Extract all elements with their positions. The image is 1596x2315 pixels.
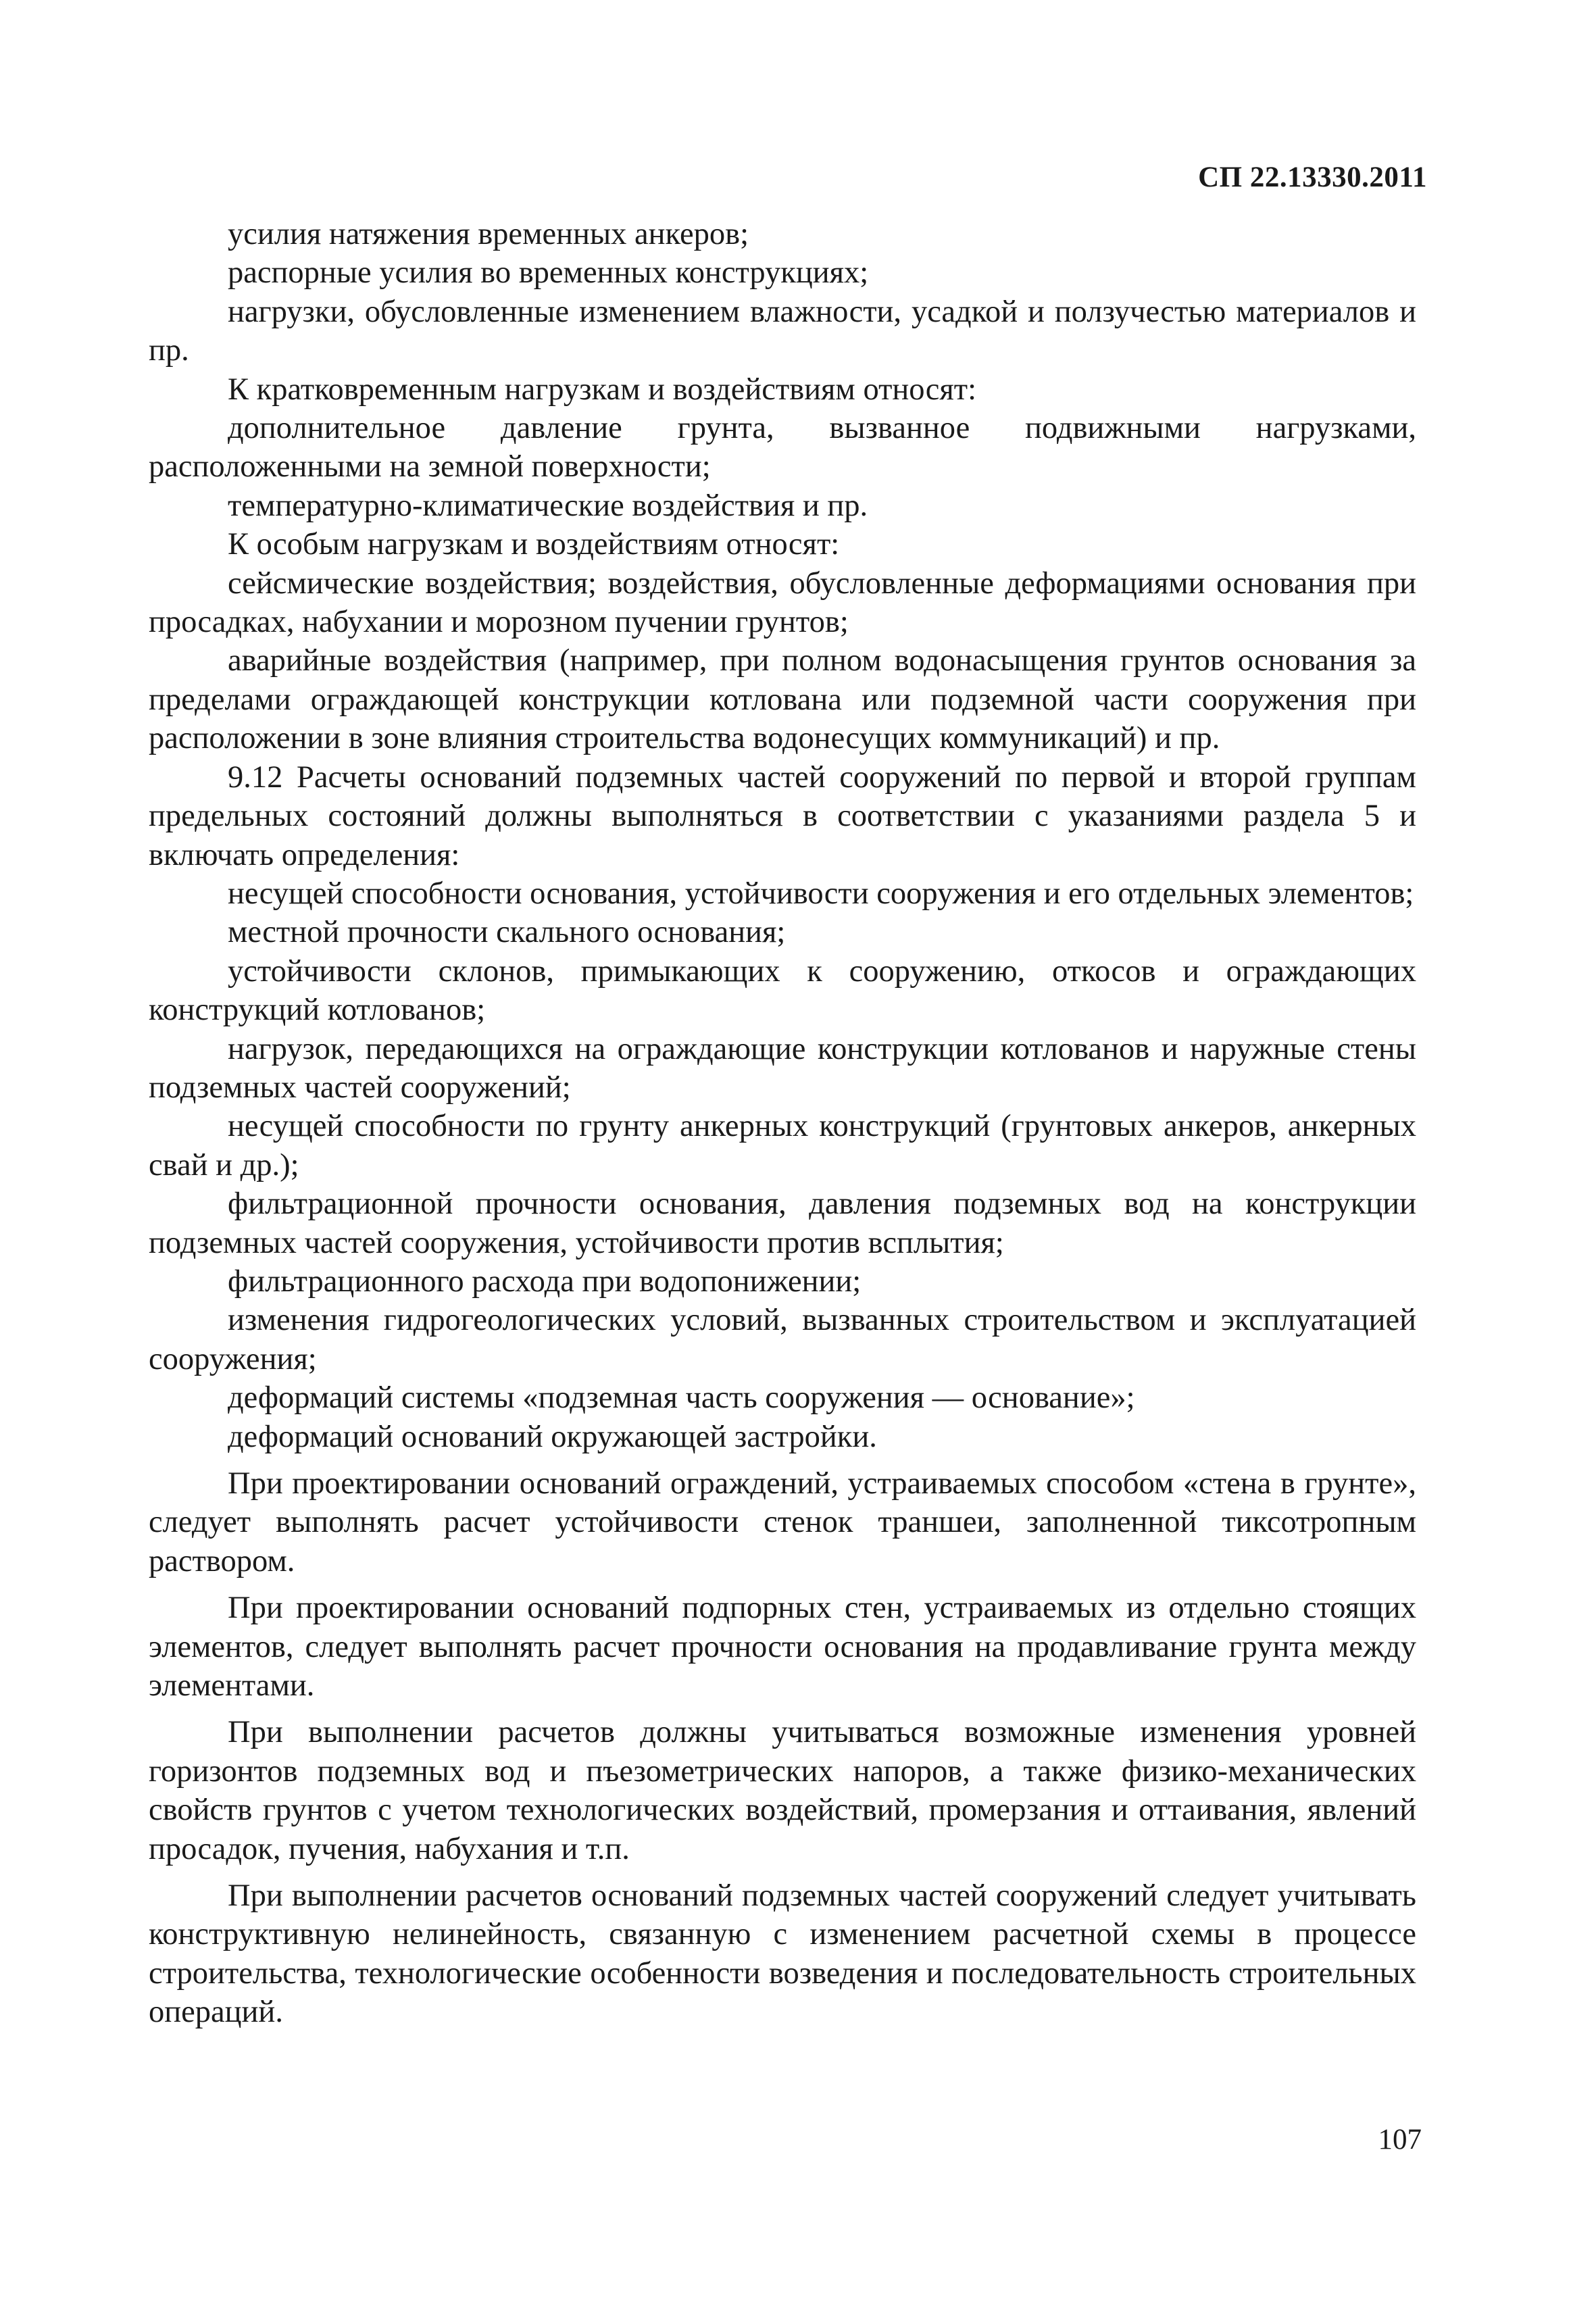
paragraph-17: фильтрационного расхода при водопонижении; (228, 1264, 862, 1299)
paragraph-16: фильтрационной прочности основания, давления подземных вод на конструкции подземных частей сооружения, устойчивости против всплытия; (149, 1187, 1416, 1260)
paragraph-6: температурно-климатические воздействия и пр. (228, 488, 868, 523)
page-number: 107 (1378, 2124, 1422, 2156)
paragraph-7: К особым нагрузкам и воздействиям относят: (228, 527, 840, 562)
paragraph-10: 9.12 Расчеты оснований подземных частей сооружений по первой и второй группам предельных состояний должны выполняться в соответствии с указаниями раздела 5 и включать определения: (149, 760, 1416, 872)
paragraph-1: усилия натяжения временных анкеров; (228, 217, 749, 251)
paragraph-2: распорные усилия во временных конструкциях; (228, 255, 869, 291)
document-code: СП 22.13330.2011 (1198, 161, 1427, 193)
paragraph-12: местной прочности скального основания; (228, 915, 786, 950)
paragraph-9: аварийные воздействия (например, при полном водонасыщения грунтов основания за пределами ограждающей конструкции котлована или подземной части сооружения при расположении в зоне влияния строительства водонесущих коммуникаций) и пр. (149, 643, 1416, 756)
paragraph-4: К кратковременным нагрузкам и воздействиям относят: (228, 372, 976, 407)
paragraph-20: деформаций оснований окружающей застройки. (228, 1419, 877, 1454)
paragraph-18: изменения гидрогеологических условий, вызванных строительством и эксплуатацией сооружения; (149, 1303, 1416, 1376)
paragraph-15: несущей способности по грунту анкерных конструкций (грунтовых анкеров, анкерных свай и др.); (149, 1109, 1416, 1183)
paragraph-22: При проектировании оснований подпорных стен, устраиваемых из отдельно стоящих элементов, следует выполнять расчет прочности основания на продавливание грунта между элементами. (149, 1591, 1416, 1703)
paragraph-14: нагрузок, передающихся на ограждающие конструкции котлованов и наружные стены подземных частей сооружений; (149, 1031, 1416, 1105)
paragraph-19: деформаций системы «подземная часть сооружения — основание»; (228, 1380, 1135, 1416)
paragraph-21: При проектировании оснований ограждений, устраиваемых способом «стена в грунте», следует выполнять расчет устойчивости стенок траншеи, заполненной тиксотропным раствором. (149, 1466, 1416, 1578)
paragraph-23: При выполнении расчетов должны учитываться возможные изменения уровней горизонтов подземных вод и пъезометрических напоров, а также физико-механических свойств грунтов с учетом технологических воздействий, промерзания и оттаивания, явлений просадок, пучения, набухания и т.п. (149, 1715, 1416, 1866)
paragraph-8: сейсмические воздействия; воздействия, обусловленные деформациями основания при просадках, набухании и морозном пучении грунтов; (149, 566, 1416, 640)
paragraph-5: дополнительное давление грунта, вызванное подвижными нагрузками, расположенными на земной поверхности; (149, 411, 1416, 484)
document-body (149, 215, 1416, 2032)
paragraph-11: несущей способности основания, устойчивости сооружения и его отдельных элементов; (228, 876, 1414, 911)
paragraph-13: устойчивости склонов, примыкающих к сооружению, откосов и ограждающих конструкций котлованов; (149, 953, 1416, 1028)
paragraph-24: При выполнении расчетов оснований подземных частей сооружений следует учитывать конструктивную нелинейность, связанную с изменением расчетной схемы в процессе строительства, технологические особенности возведения и последовательность строительных операций. (149, 1878, 1416, 2030)
paragraph-3: нагрузки, обусловленные изменением влажности, усадкой и ползучестью материалов и пр. (149, 294, 1416, 368)
